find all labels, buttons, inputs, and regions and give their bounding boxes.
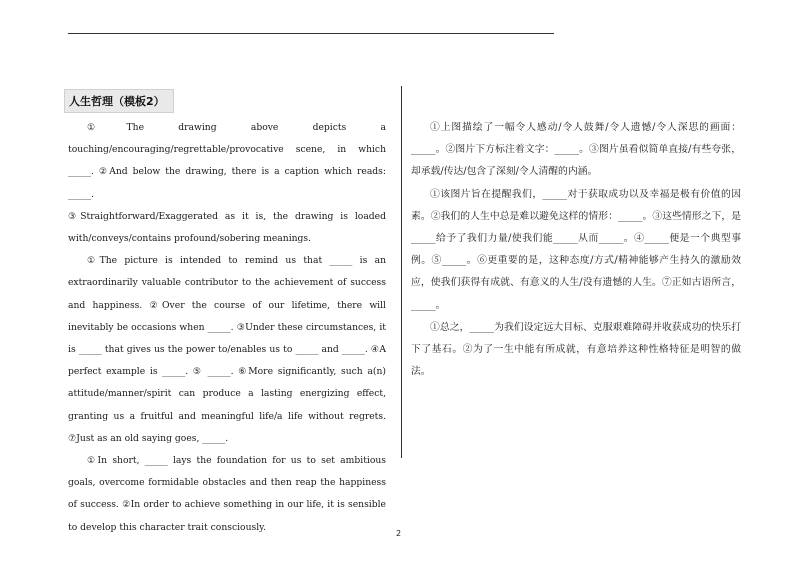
english-paragraph-intro-1: ①The drawing above depicts a touching/encouraging/regrettable/provocative scene, in which _____. ②And below the drawing, there is a caption which reads: _____.: [68, 122, 386, 200]
header-rule: [68, 33, 554, 34]
column-divider: [401, 86, 402, 458]
chinese-paragraph-intro: ①上图描绘了一幅令人感动/令人鼓舞/令人遗憾/令人深思的画面：_____。②图片下方标注着文字：_____。③图片虽看似简单直接/有些夸张，却承载/传达/包含了深刻/令人清醒的内涵。: [411, 122, 741, 178]
chinese-translation-column: [411, 117, 741, 383]
chinese-paragraph-conclusion: ①总之，_____为我们设定远大目标、克服艰难障碍并收获成功的快乐打下了基石。②为了一生中能有所成就，有意培养这种性格特征是明智的做法。: [411, 321, 741, 378]
english-paragraph-intro-2: ③Straightforward/Exaggerated as it is, the drawing is loaded with/conveys/contains profound/sobering meanings.: [68, 210, 386, 245]
section-heading: 人生哲理（模板2）: [64, 89, 174, 113]
english-paragraph-body: ①The picture is intended to remind us that _____ is an extraordinarily valuable contributor to the achievement of success and happiness. ②Over the course of our lifetime, there will inevitably be occasions when _____. ③Under these circumstances, it is _____ that gives us the power to/enables us to _____ and _____. ④A perfect example is _____. ⑤ _____. ⑥More significantly, such a(n) attitude/manner/spirit can produce a lasting energizing effect, granting us a fruitful and meaningful life/a life without regrets. ⑦Just as an old saying goes, _____.: [68, 255, 386, 444]
english-paragraph-conclusion: ①In short, _____ lays the foundation for us to set ambitious goals, overcome formidable obstacles and then reap the happiness of success. ②In order to achieve something in our life, it is sensible to develop this character trait consciously.: [68, 455, 386, 533]
page-number: 2: [396, 529, 402, 538]
chinese-paragraph-body: ①该图片旨在提醒我们，_____对于获取成功以及幸福是极有价值的因素。②我们的人生中总是难以避免这样的情形：_____。③这些情形之下，是_____给予了我们力量/使我们能_____从而_____。④_____便是一个典型事例。⑤_____。⑥更重要的是，这种态度/方式/精神能够产生持久的激励效应，使我们获得有成就、有意义的人生/没有遗憾的人生。⑦正如古语所言，_____。: [411, 188, 741, 311]
english-template-column: [68, 117, 386, 539]
